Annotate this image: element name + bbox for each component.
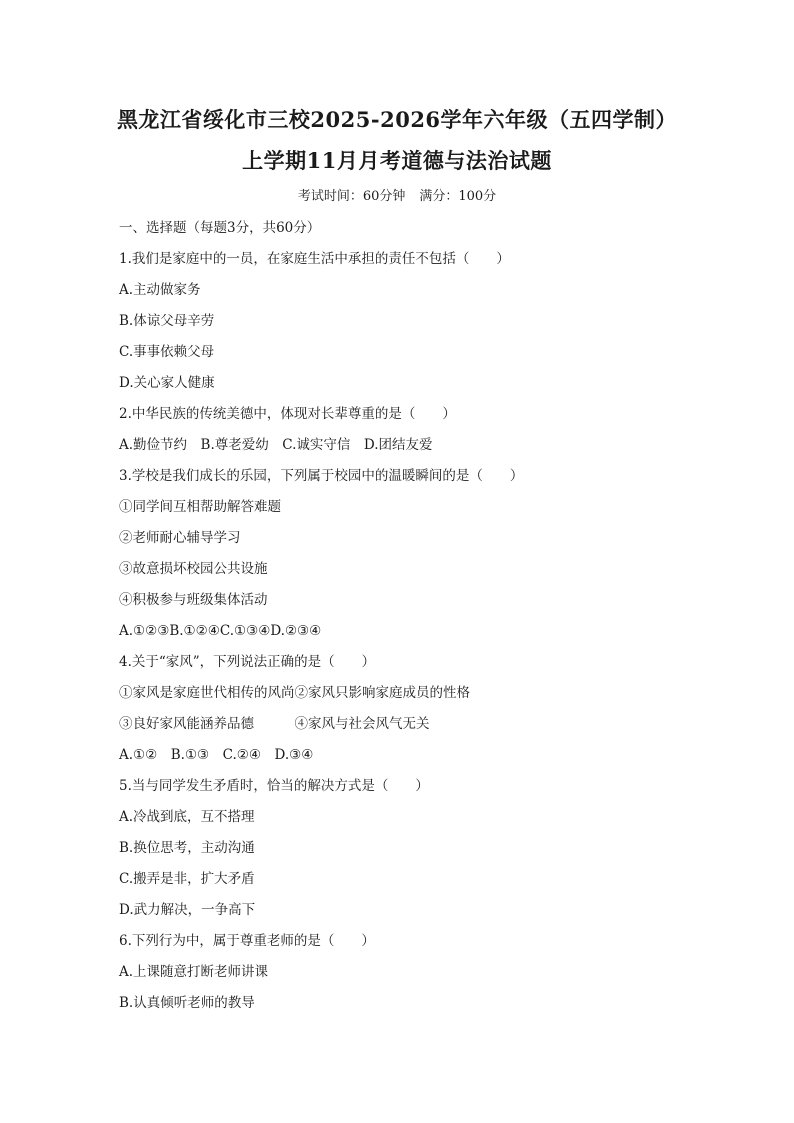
q4-statements-1-2: ①家风是家庭世代相传的风尚②家风只影响家庭成员的性格 — [119, 685, 470, 701]
q1-option-c: C.事事依赖父母 — [119, 344, 215, 360]
q3-statement-1: ①同学间互相帮助解答难题 — [119, 499, 281, 515]
question-1: 1.我们是家庭中的一员，在家庭生活中承担的责任不包括（ ） — [119, 251, 510, 267]
q3-options: A.①②③B.①②④C.①③④D.②③④ — [119, 623, 322, 639]
question-6: 6.下列行为中，属于尊重老师的是（ ） — [119, 933, 375, 949]
q6-option-b: B.认真倾听老师的教导 — [119, 995, 255, 1011]
q5-option-a: A.冷战到底，互不搭理 — [119, 809, 255, 825]
question-3: 3.学校是我们成长的乐园，下列属于校园中的温暖瞬间的是（ ） — [119, 468, 524, 484]
q3-statement-4: ④积极参与班级集体活动 — [119, 592, 268, 608]
exam-time: 考试时间：60分钟 — [297, 189, 406, 204]
q5-option-b: B.换位思考，主动沟通 — [119, 840, 255, 856]
exam-title-line2: 上学期11月月考道德与法治试题 — [242, 148, 552, 173]
full-score: 满分：100分 — [419, 189, 497, 204]
question-5: 5.当与同学发生矛盾时，恰当的解决方式是（ ） — [119, 778, 429, 794]
q1-option-a: A.主动做家务 — [119, 282, 201, 298]
q1-option-b: B.体谅父母辛劳 — [119, 313, 215, 329]
q5-option-d: D.武力解决，一争高下 — [119, 902, 256, 918]
exam-content — [119, 218, 719, 1024]
question-4: 4.关于“家风”，下列说法正确的是（ ） — [119, 654, 376, 670]
q5-option-c: C.搬弄是非，扩大矛盾 — [119, 871, 255, 887]
q4-statements-3-4: ③良好家风能涵养品德 ④家风与社会风气无关 — [119, 716, 430, 732]
q1-option-d: D.关心家人健康 — [119, 375, 215, 391]
q4-options: A.①② B.①③ C.②④ D.③④ — [119, 747, 314, 763]
q3-statement-3: ③故意损坏校园公共设施 — [119, 561, 268, 577]
exam-meta — [0, 185, 794, 204]
q6-option-a: A.上课随意打断老师讲课 — [119, 964, 269, 980]
q3-statement-2: ②老师耐心辅导学习 — [119, 530, 241, 546]
section-heading: 一、选择题（每题3分，共60分） — [119, 220, 321, 236]
q2-options: A.勤俭节约 B.尊老爱幼 C.诚实守信 D.团结友爱 — [119, 437, 433, 453]
question-2: 2.中华民族的传统美德中，体现对长辈尊重的是（ ） — [119, 406, 456, 422]
exam-title-line1: 黑龙江省绥化市三校2025-2026学年六年级（五四学制） — [116, 107, 678, 132]
